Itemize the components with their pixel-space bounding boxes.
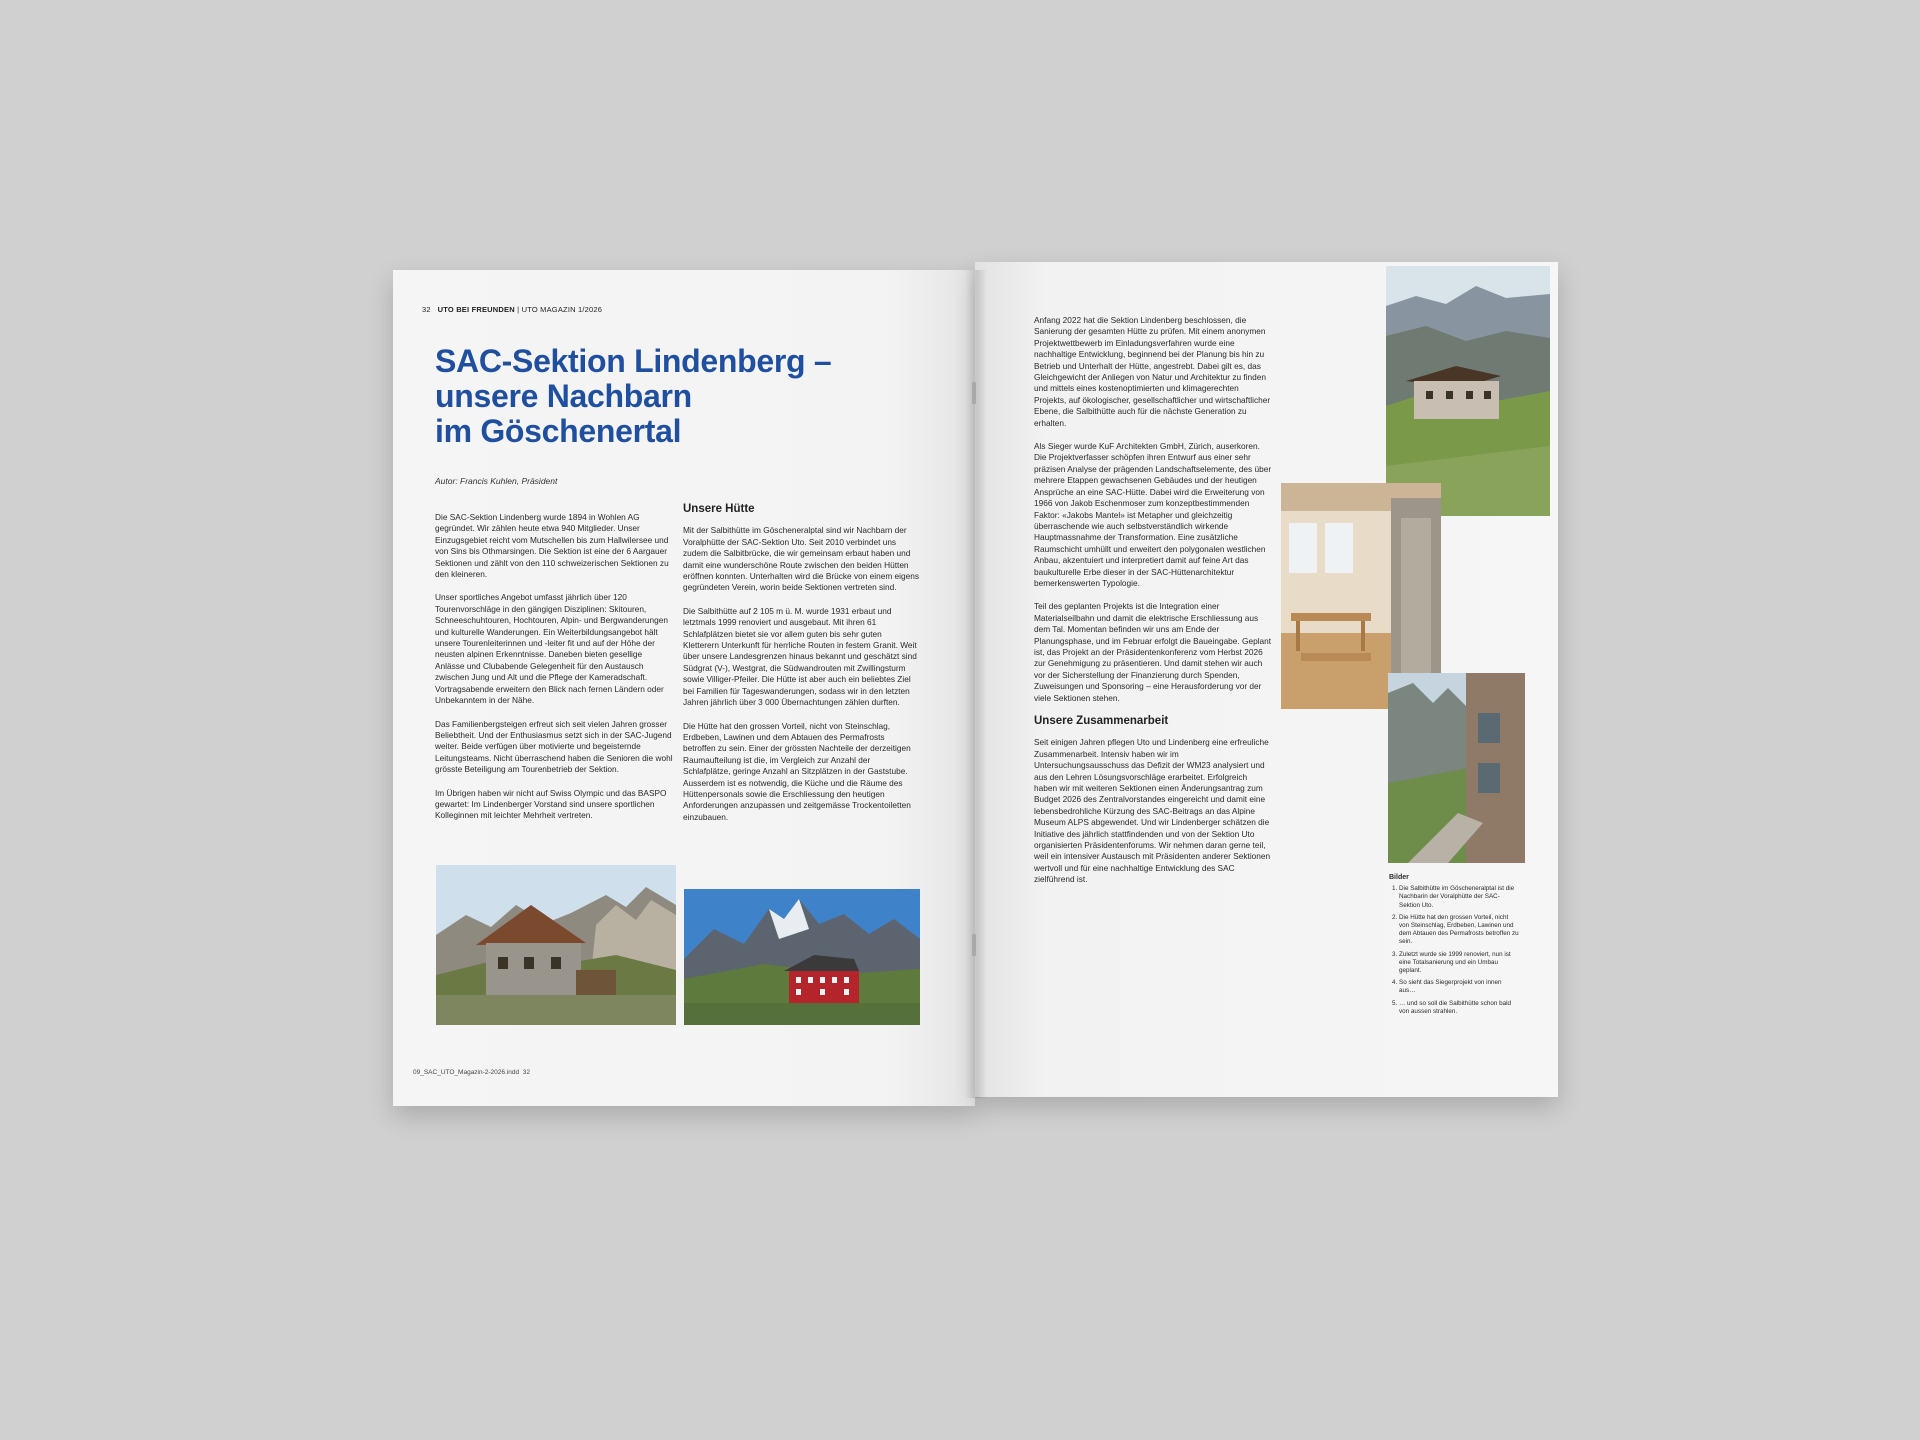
photo-stone-hut bbox=[436, 865, 676, 1025]
paragraph: Im Übrigen haben wir nicht auf Swiss Olympic und das BASPO gewartet: Im Lindenberger Vorstand sind unsere sportlichen Kolleginnen mit leichter Mehrheit vertreten. bbox=[435, 787, 667, 821]
middle-column bbox=[683, 504, 919, 835]
staple-top bbox=[972, 382, 976, 404]
paragraph: Als Sieger wurde KuF Architekten GmbH, Zürich, auserkoren. Die Projektverfasser schöpfen ihren Entwurf aus einer sehr präzisen Analyse der prägenden Landschaftselemente, des über mehrere Etappen gewachsenen Gebäudes und der heutigen Ansprüche an eine SAC-Hütte. Dabei wird die Erweiterung von 1966 von Jakob Eschenmoser zum konzeptbestimmenden Faktor: «Jakobs Mantel» ist Metapher und gleichzeitig überraschende wie auch selbstverständlich wirkende Hauptmassnahme der Transformation. Eine zusätzliche Raumschicht umhüllt und erweitert den polygonalen westlichen Anbau, akzentuiert und interpretiert damit auf feine Art das baukulturelle Erbe dieser in der SAC-Hüttenarchitektur bemerkenswerten Typologie. bbox=[1034, 441, 1272, 588]
article-title bbox=[435, 344, 855, 449]
captions-list bbox=[1389, 885, 1519, 1016]
left-column bbox=[435, 512, 673, 834]
paragraph: Das Familienbergsteigen erfreut sich seit vielen Jahren grosser Beliebtheit. Und der Enthusiasmus setzt sich in der SAC-Jugend weiter. Beide verfügen über motivierte und begeisternde Leitungsteams. Nicht überraschend haben die Senioren die wohl grösste Beteiligung am Tourenbetrieb der Sektion. bbox=[435, 718, 673, 775]
author-line: Autor: Francis Kuhlen, Präsident bbox=[435, 476, 558, 486]
caption-item: 1. Die Salbithütte im Göscheneralptal ist die Nachbarin der Voralphütte der SAC-Sektion Uto. bbox=[1399, 885, 1519, 910]
paragraph: Teil des geplanten Projekts ist die Integration einer Materialseilbahn und damit die elektrische Erschliessung aus dem Tal. Momentan befinden wir uns am Ende der Planungsphase, und im Februar erfolgt die Baueingabe. Geplant ist, das Projekt an der Präsidentenkonferenz vom Herbst 2026 zur Genehmigung zu präsentieren. Und damit stehen wir auch vor der Sicherstellung der Finanzierung durch Spenden, Zuweisungen und Sponsoring – eine Herausforderung vor der viele Sektionen stehen. bbox=[1034, 601, 1272, 703]
photo-captions bbox=[1389, 874, 1519, 1020]
subheading-zusammenarbeit: Unsere Zusammenarbeit bbox=[1034, 715, 1169, 727]
paragraph: Unser sportliches Angebot umfasst jährlich über 120 Tourenvorschläge in den gängigen Disziplinen: Skitouren, Schneeschuhtouren, Hochtouren, Alpin- und Bergwanderungen und kulturelle Wanderungen. Ein Weiterbildungsangebot hält unsere Tourenleiterinnen und -leiter fit und auf der Höhe der neusten alpinen Erkenntnisse. Daneben bieten gesellige Anlässe und Clubabende Gelegenheit für den Austausch zwischen Jung und Alt und die Pflege der Kameradschaft. Vortragsabende erweitern den Blick nach fernen Ländern oder Unbekanntem in der Nähe. bbox=[435, 592, 668, 706]
caption-item: 3. Zuletzt wurde sie 1999 renoviert, nun ist eine Totalsanierung und ein Umbau geplant. bbox=[1399, 951, 1519, 976]
title-line-2: unsere Nachbarn bbox=[435, 378, 692, 414]
caption-item: 2. Die Hütte hat den grossen Vorteil, nicht von Steinschlag, Erdbeben, Lawinen und dem Abtauen des Permafrosts betroffen zu sein. bbox=[1399, 914, 1519, 947]
paragraph: Die Salbithütte auf 2 105 m ü. M. wurde 1931 erbaut und letztmals 1999 renoviert und ausgebaut. Mit ihren 61 Schlafplätzen bietet sie vor allem guten bis sehr guten Kletterern Unterkunft für herrliche Routen in festem Granit. Weit über unsere Landesgrenzen hinaus bekannt und geschätzt sind Südgrat (V-), Westgrat, die Südwandrouten mit Zwillingsturm sowie Villiger-Pfeiler. Die Hütte ist aber auch ein beliebtes Ziel bei Familien für Tageswanderungen, sodass wir in den letzten Jahren jährlich über 3 000 Übernachtungen zählen durften. bbox=[683, 605, 917, 708]
paragraph: Anfang 2022 hat die Sektion Lindenberg beschlossen, die Sanierung der gesamten Hütte zu prüfen. Mit einem anonymen Projektwettbewerb im Einladungsverfahren wurde eine nachhaltige Entwicklung, beginnend bei der Planung bis hin zu Betrieb und Unterhalt der Hütte, angestrebt. Dabei gilt es, das Gleichgewicht der Anliegen von Natur und Architektur zu finden und mittels eines kostenoptimierten und klimagerechten Projekts, auf ökologischer, gesellschaftlicher und wirtschaftlicher Ebene, die Salbithütte auch für die nächste Generation zu erhalten. bbox=[1034, 315, 1271, 428]
photo-hut-slope bbox=[1386, 266, 1550, 516]
captions-title: Bilder bbox=[1389, 874, 1409, 881]
header-section: UTO BEI FREUNDEN bbox=[437, 305, 515, 314]
footer-file: 09_SAC_UTO_Magazin-2-2026.indd bbox=[413, 1069, 520, 1076]
title-line-3: im Göschenertal bbox=[435, 413, 682, 449]
right-column bbox=[1034, 315, 1272, 898]
photo-red-hut bbox=[684, 889, 920, 1025]
paragraph: Die SAC-Sektion Lindenberg wurde 1894 in Wohlen AG gegründet. Wir zählen heute etwa 940 Mitglieder. Unser Einzugsgebiet reicht vom Mutschellen bis zum Hallwilersee und von Sins bis Othmarsingen. Die Sektion ist eine der 6 Aargauer Sektionen und zählt von den 110 schweizerischen Sektionen zu den kleineren. bbox=[435, 512, 669, 580]
caption-item: 4. So sieht das Siegerprojekt von innen aus… bbox=[1399, 979, 1519, 995]
title-line-1: SAC-Sektion Lindenberg – bbox=[435, 343, 832, 379]
paragraph: Seit einigen Jahren pflegen Uto und Lindenberg eine erfreuliche Zusammenarbeit. Intensiv haben wir im Untersuchungsausschuss das Defizit der WM23 analysiert und aus den Lehren Lösungsvorschläge erarbeitet. Erfolgreich haben wir mit weiteren Sektionen einen Änderungsantrag zum Budget 2026 des Zentralvorstandes eingereicht und damit eine lebensbedrohliche Kürzung des SAC-Beitrags an das Alpine Museum ALPS abgewendet. Und wir Lindenberger schätzen die Initiative des jährlich stattfindenden und von der Sektion Uto organisierten Präsidentenforums. Wir nehmen daran gerne teil, weil ein intensiver Austausch mit Präsidenten anderer Sektionen wertvoll und für eine nachhaltige Entwicklung des SAC zielführend ist. bbox=[1034, 737, 1271, 885]
photo-facade bbox=[1388, 673, 1525, 863]
header-page-number: 32 bbox=[422, 305, 431, 314]
running-header: 32 UTO BEI FREUNDEN | UTO MAGAZIN 1/2026 bbox=[422, 305, 603, 314]
caption-item: 5. … und so soll die Salbithütte schon bald von aussen strahlen. bbox=[1399, 1000, 1519, 1016]
magazine-spread bbox=[393, 262, 1558, 1106]
header-magazine: UTO MAGAZIN 1/2026 bbox=[521, 305, 603, 314]
staple-bottom bbox=[972, 934, 976, 956]
subheading-huette: Unsere Hütte bbox=[683, 503, 755, 515]
spine-shadow bbox=[965, 270, 987, 1098]
paragraph: Die Hütte hat den grossen Vorteil, nicht von Steinschlag, Erdbeben, Lawinen und dem Abtauen des Permafrosts betroffen zu sein. Einer der grössten Nachteile der derzeitigen Raumaufteilung ist die, im Vergleich zur Anzahl der Schlafplätze, geringe Anzahl an Sitzplätzen in der Gaststube. Ausserdem ist es notwendig, die Küche und die Räume des Hüttenpersonals sowie die Erschliessung den heutigen Anforderungen anzupassen und zeitgemässe Trockentoiletten einzubauen. bbox=[683, 720, 911, 822]
footer-page: 32 bbox=[522, 1069, 530, 1076]
footer-slug bbox=[413, 1069, 530, 1076]
paragraph: Mit der Salbithütte im Göscheneralptal sind wir Nachbarn der Voralphütte der SAC-Sektion Uto. Seit 2010 verbindet uns zudem die Salbitbrücke, die wir gemeinsam erbaut haben und damit eine wunderschöne Route zwischen den beiden Hütten eröffnen konnten. Unterhalten wird die Brücke von einem eigens gegründeten Verein, worin beide Sektionen vertreten sind. bbox=[683, 525, 919, 593]
